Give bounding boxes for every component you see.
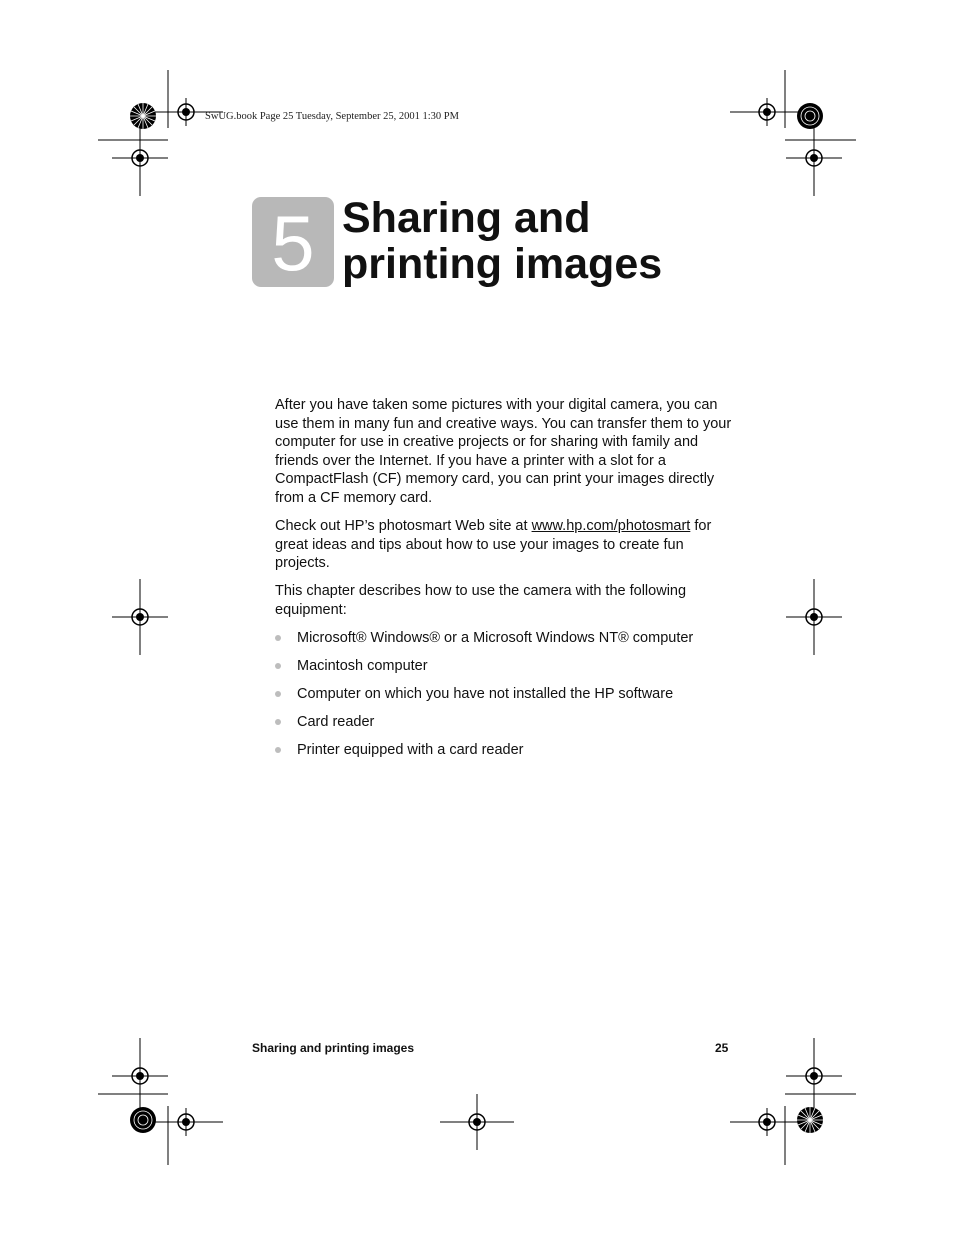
registration-target-icon — [730, 98, 804, 126]
registration-target-icon — [786, 120, 842, 196]
bullet-icon — [275, 719, 281, 725]
registration-target-icon — [112, 579, 168, 655]
list-item — [275, 741, 740, 760]
chapter-number: 5 — [271, 199, 315, 287]
website-text-before: Check out HP’s photosmart Web site at — [275, 518, 532, 535]
list-item — [275, 685, 740, 704]
list-item-text: Macintosh computer — [297, 658, 428, 675]
list-item — [275, 657, 740, 676]
list-item — [275, 629, 740, 648]
website-text-after: for great ideas and tips about how to use your images to create fun projects. — [275, 518, 712, 572]
registration-target-icon — [730, 1108, 804, 1136]
equipment-list — [275, 629, 740, 760]
list-item-text: Card reader — [297, 714, 375, 731]
starburst-mark-icon — [130, 103, 156, 129]
bullet-icon — [275, 635, 281, 641]
equipment-paragraph: This chapter describes how to use the camera with the following equipment: — [275, 583, 687, 618]
registration-target-icon — [440, 1094, 514, 1150]
list-item — [275, 713, 740, 732]
list-item-text: Printer equipped with a card reader — [297, 742, 524, 759]
print-slug: SwUG.book Page 25 Tuesday, September 25, 2001 1:30 PM — [205, 111, 459, 122]
chapter-title-line-1: Sharing and — [342, 194, 591, 242]
intro-paragraph: After you have taken some pictures with your digital camera, you can use them in many fun and creative ways. You can transfer them to your computer for use in creative projects or for sharing with family and friends over the Internet. If you have a printer with a slot for a CompactFlash (CF) memory card, you can print your images directly from a CF memory card. — [275, 397, 732, 506]
registration-target-icon — [112, 1038, 168, 1114]
chapter-title — [342, 195, 662, 287]
website-paragraph — [275, 517, 740, 573]
bullet-icon — [275, 663, 281, 669]
registration-target-icon — [112, 120, 168, 196]
registration-target-icon — [786, 1038, 842, 1114]
chapter-body — [275, 396, 740, 770]
registration-target-icon — [149, 1108, 223, 1136]
chapter-title-line-2: printing images — [342, 240, 663, 288]
photosmart-link[interactable]: www.hp.com/photosmart — [531, 518, 691, 535]
registration-target-icon — [786, 579, 842, 655]
footer-page-number: 25 — [715, 1041, 729, 1055]
footer-chapter-title: Sharing and printing images — [252, 1041, 415, 1055]
list-item-text: Computer on which you have not installed the HP software — [297, 686, 674, 703]
list-item-text: Microsoft® Windows® or a Microsoft Windows NT® computer — [297, 630, 694, 647]
starburst-mark-icon — [797, 1107, 823, 1133]
bullet-icon — [275, 747, 281, 753]
starburst-mark-icon — [797, 103, 823, 129]
bullet-icon — [275, 691, 281, 697]
starburst-mark-icon — [130, 1107, 156, 1133]
chapter-number-box — [252, 197, 334, 287]
